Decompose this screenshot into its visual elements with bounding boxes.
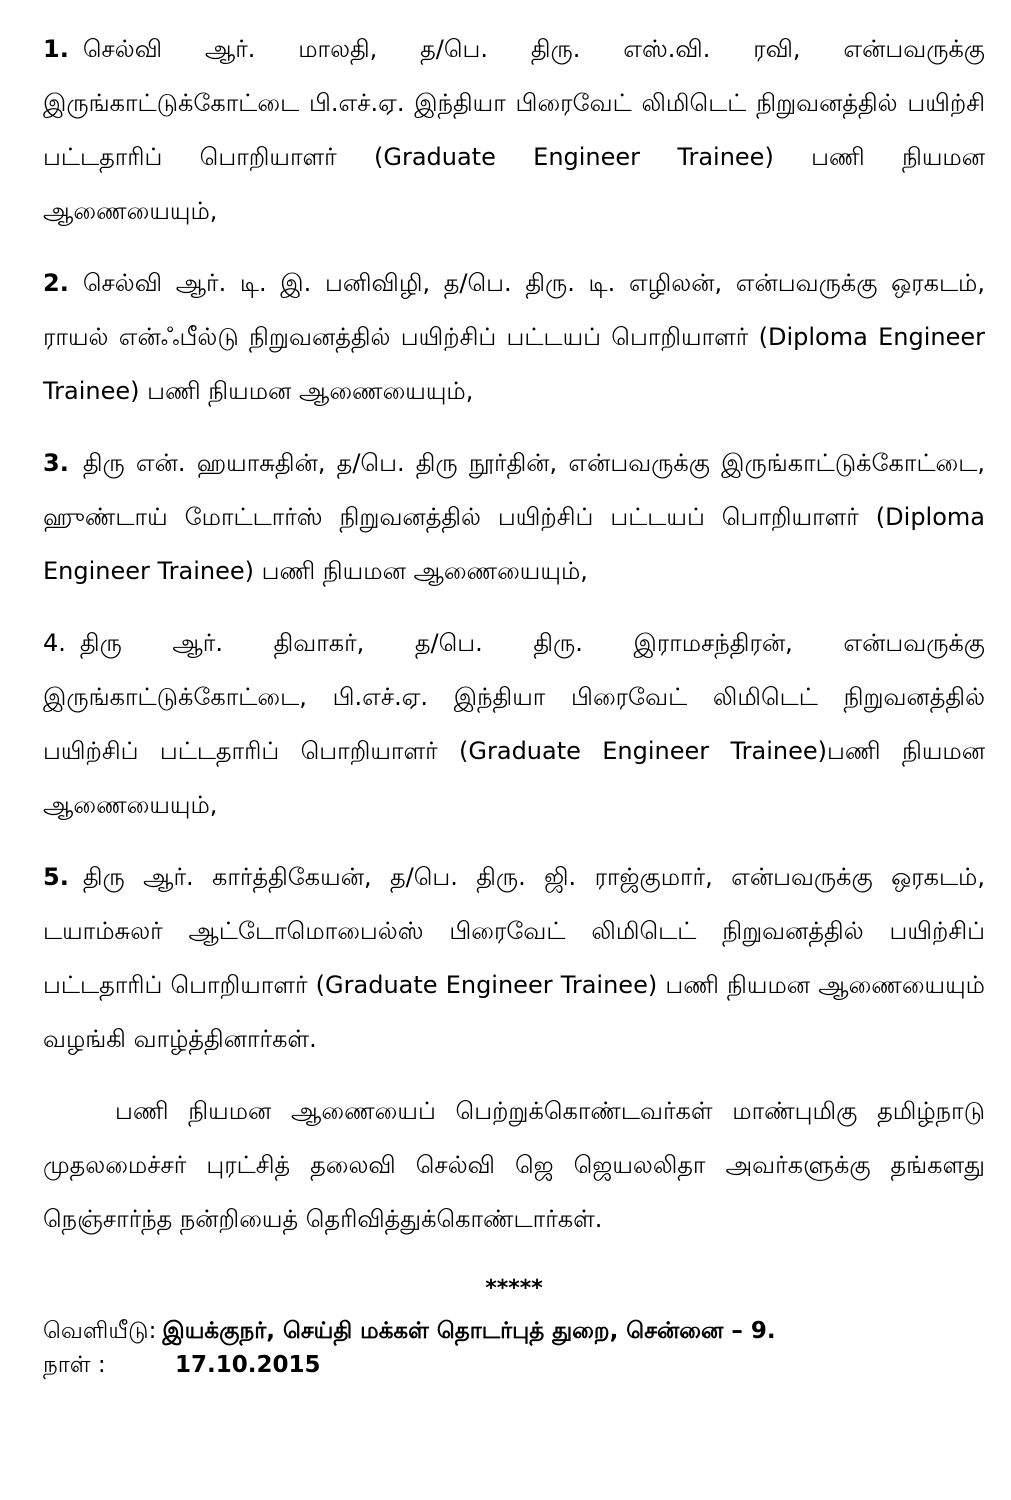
item-text: செல்வி ஆர். டி. இ. பனிவிழி, த/பெ. திரு. டி. எழிலன், என்பவருக்கு ஒரகடம், ராயல் என்ஃபீல்டு நிறுவனத்தில் பயிற்சிப் பட்டயப் பொறியாளர் (Diploma Engineer Trainee) பணி நியமன ஆணையையும்,: [43, 269, 985, 405]
item-number: 4.: [43, 629, 66, 657]
release-footer: [43, 1314, 985, 1382]
item-number: 5.: [43, 863, 69, 891]
item-number: 2.: [43, 269, 69, 297]
release-issuer: இயக்குநர், செய்தி மக்கள் தொடர்புத் துறை, சென்னை – 9.: [162, 1318, 776, 1344]
appointment-item-1: [43, 22, 985, 238]
separator-stars: *****: [485, 1276, 543, 1301]
closing-paragraph: பணி நியமன ஆணையைப் பெற்றுக்கொண்டவர்கள் மாண்புமிகு தமிழ்நாடு முதலமைச்சர் புரட்சித் தலைவி செல்வி ஜெ ஜெயலலிதா அவர்களுக்கு தங்களது நெஞ்சார்ந்த நன்றியைத் தெரிவித்துக்கொண்டார்கள்.: [43, 1097, 985, 1233]
appointment-item-4: [43, 616, 985, 832]
item-text: திரு ஆர். கார்த்திகேயன், த/பெ. திரு. ஜி. ராஜ்குமார், என்பவருக்கு ஒரகடம், டயாம்சுலர் ஆட்டோமொபைல்ஸ் பிரைவேட் லிமிடெட் நிறுவனத்தில் பயிற்சிப் பட்டதாரிப் பொறியாளர் (Graduate Engineer Trainee) பணி நியமன ஆணையையும் வழங்கி வாழ்த்தினார்கள்.: [43, 863, 985, 1053]
item-text: திரு ஆர். திவாகர், த/பெ. திரு. இராமசந்திரன், என்பவருக்கு இருங்காட்டுக்கோட்டை, பி.எச்.ஏ. இந்தியா பிரைவேட் லிமிடெட் நிறுவனத்தில் பயிற்சிப் பட்டதாரிப் பொறியாளர் (Graduate Engineer Trainee)பணி நியமன ஆணையையும்,: [43, 629, 985, 819]
press-release-document: [43, 22, 985, 1382]
item-text: திரு என். ஹயாசுதின், த/பெ. திரு நூர்தின், என்பவருக்கு இருங்காட்டுக்கோட்டை, ஹுண்டாய் மோட்டார்ஸ் நிறுவனத்தில் பயிற்சிப் பட்டயப் பொறியாளர் (Diploma Engineer Trainee) பணி நியமன ஆணையையும்,: [43, 449, 985, 585]
item-number: 1.: [43, 35, 69, 63]
release-label: வெளியீடு:: [43, 1318, 157, 1344]
date-line: [43, 1348, 985, 1382]
date-label: நாள் :: [43, 1352, 106, 1378]
item-number: 3.: [43, 449, 69, 477]
appointment-item-2: [43, 256, 985, 418]
release-line: [43, 1314, 985, 1348]
item-text: செல்வி ஆர். மாலதி, த/பெ. திரு. எஸ்.வி. ரவி, என்பவருக்கு இருங்காட்டுக்கோட்டை பி.எச்.ஏ. இந்தியா பிரைவேட் லிமிடெட் நிறுவனத்தில் பயிற்சி பட்டதாரிப் பொறியாளர் (Graduate Engineer Trainee) பணி நியமன ஆணையையும்,: [43, 35, 985, 225]
appointment-item-5: [43, 850, 985, 1066]
appointment-item-3: [43, 436, 985, 598]
date-value: 17.10.2015: [175, 1352, 321, 1378]
